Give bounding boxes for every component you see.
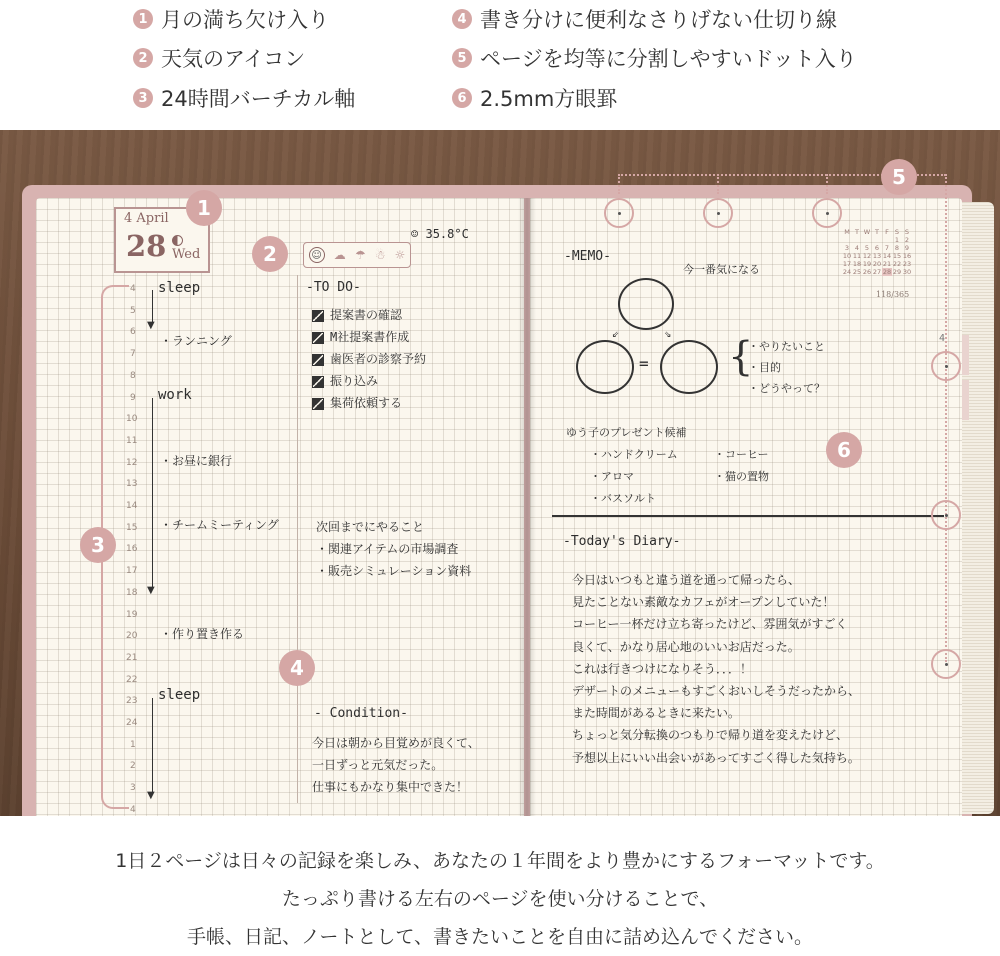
caption-line: たっぷり書ける左右のページを使い分けることで、 xyxy=(281,888,719,910)
hour-label: 19 xyxy=(126,609,138,620)
sunny-icon: ☼ xyxy=(394,248,406,262)
badge-1: 1 xyxy=(186,190,222,226)
dot-marker-ring xyxy=(931,500,961,530)
hour-label: 15 xyxy=(126,522,138,533)
snow-icon: ☃ xyxy=(374,248,386,262)
hour-label: 2 xyxy=(130,761,136,772)
page-gutter xyxy=(518,198,536,816)
legend-item-4 xyxy=(452,4,837,34)
hour-label: 23 xyxy=(126,696,138,707)
todo-text: 振り込み xyxy=(330,374,379,388)
memo-favorite: 今一番気になる xyxy=(683,263,760,276)
calendar-day: 25 xyxy=(852,268,862,276)
legend-text: 24時間バーチカル軸 xyxy=(161,87,356,111)
diary-line: 良くて、かなり居心地のいいお店だった。 xyxy=(572,639,800,654)
todo-item xyxy=(312,350,426,367)
legend-text: 書き分けに便利なさりげない仕切り線 xyxy=(480,8,837,32)
legend-text: ページを均等に分割しやすいドット入り xyxy=(480,47,857,71)
calendar-day: 1 xyxy=(894,236,900,244)
caption xyxy=(0,842,1000,956)
calendar-day xyxy=(872,236,882,244)
todo-item xyxy=(312,394,402,411)
arrow-down-icon: ▼ xyxy=(147,585,155,596)
schedule-cooking: ・作り置き作る xyxy=(160,627,245,641)
page-tab-label: 4 xyxy=(939,333,946,344)
legend-item-1 xyxy=(133,4,329,34)
diary-line: また時間があるときに来たい。 xyxy=(572,706,741,721)
divider-line xyxy=(297,275,298,803)
present-item: ・猫の置物 xyxy=(714,470,769,483)
calendar-day: 9 xyxy=(904,244,910,252)
calendar-weekday: S xyxy=(904,228,910,236)
diary-line: コーヒー一杯だけ立ち寄ったけど、雰囲気がすごく xyxy=(572,617,848,632)
hour-label: 3 xyxy=(130,783,136,794)
legend-number: 4 xyxy=(452,9,472,29)
condition-line: 一日ずっと元気だった。 xyxy=(312,758,444,772)
arrow-icon: ⇙ xyxy=(612,326,620,340)
calendar-day: 15 xyxy=(892,252,902,260)
hour-label: 11 xyxy=(126,435,138,446)
hour-label: 17 xyxy=(126,566,138,577)
next-time-title: 次回までにやること xyxy=(316,520,425,534)
hour-label: 12 xyxy=(126,457,138,468)
calendar-day: 11 xyxy=(852,252,862,260)
hour-label: 4 xyxy=(130,284,136,294)
hour-label: 21 xyxy=(126,652,138,663)
hour-label: 6 xyxy=(130,327,136,338)
todo-title: -TO DO- xyxy=(306,280,361,295)
sun-icon: ☺ xyxy=(309,247,325,263)
calendar-day: 22 xyxy=(892,260,902,268)
hour-label: 24 xyxy=(126,718,138,728)
calendar-day: 10 xyxy=(842,252,852,260)
schedule-meeting: ・チームミーティング xyxy=(160,518,279,532)
dot-marker-ring xyxy=(812,198,842,228)
hour-label: 13 xyxy=(126,479,138,490)
hour-label: 10 xyxy=(126,414,138,425)
calendar-day: 2 xyxy=(904,236,910,244)
dotted-guide xyxy=(826,174,828,194)
calendar-day xyxy=(842,236,852,244)
legend-item-2 xyxy=(133,43,305,73)
memo-list-item: ・どうやって？ xyxy=(748,382,825,395)
badge-5: 5 xyxy=(881,159,917,195)
calendar-day: 29 xyxy=(892,268,902,276)
calendar-day: 24 xyxy=(842,268,852,276)
legend-text: 2.5mm方眼罫 xyxy=(480,87,618,111)
dot-marker-ring xyxy=(931,649,961,679)
arrow-line xyxy=(152,290,153,324)
day-number: 28 xyxy=(126,229,167,263)
arrow-icon: ⇘ xyxy=(664,326,672,340)
condition-line: 今日は朝から目覚めが良くて、 xyxy=(312,736,480,750)
calendar-day: 26 xyxy=(862,268,872,276)
calendar-day xyxy=(862,236,872,244)
month-name: April xyxy=(136,211,169,226)
mini-calendar xyxy=(842,228,912,276)
badge-2: 2 xyxy=(252,236,288,272)
todo-text: M社提案書作成 xyxy=(330,330,410,344)
memo-circle xyxy=(576,340,634,394)
hour-label: 1 xyxy=(130,739,136,750)
dotted-guide xyxy=(945,174,947,662)
checkbox-icon xyxy=(312,376,324,388)
calendar-day: 23 xyxy=(902,260,912,268)
schedule-sleep: sleep xyxy=(158,280,201,296)
hour-label: 14 xyxy=(126,501,138,511)
calendar-weekday: T xyxy=(855,228,859,236)
calendar-day xyxy=(852,236,862,244)
calendar-day: 16 xyxy=(902,252,912,260)
calendar-day: 5 xyxy=(864,244,870,252)
weather-icons xyxy=(303,242,411,268)
temperature-note xyxy=(411,227,469,241)
temperature-value: 35.8°C xyxy=(425,227,469,241)
diary-line: ちょっと気分転換のつもりで帰り道を変えたけど、 xyxy=(572,728,849,743)
schedule-bank: ・お昼に銀行 xyxy=(160,454,233,468)
present-title: ゆう子のプレゼント候補 xyxy=(566,426,687,439)
todo-text: 集荷依頼する xyxy=(330,396,403,410)
legend-item-3 xyxy=(133,83,355,113)
diary-line: これは行きつけになりそう．．．！ xyxy=(572,661,753,676)
dotted-guide xyxy=(618,174,620,194)
calendar-weekday: S xyxy=(894,228,900,236)
present-item: ・アロマ xyxy=(590,470,634,483)
legend-number: 2 xyxy=(133,48,153,68)
legend-number: 1 xyxy=(133,9,153,29)
present-item: ・ハンドクリーム xyxy=(590,448,678,461)
caption-line: 手帳、日記、ノートとして、書きたいことを自由に詰め込んでください。 xyxy=(186,926,814,948)
month-number: 4 xyxy=(124,211,133,226)
legend-number: 5 xyxy=(452,48,472,68)
arrow-line xyxy=(152,398,153,590)
present-item: ・バスソルト xyxy=(590,492,656,505)
legend-number: 6 xyxy=(452,88,472,108)
hour-label: 4 xyxy=(130,804,136,815)
calendar-day: 18 xyxy=(852,260,862,268)
calendar-day: 14 xyxy=(882,252,892,260)
memo-list-item: ・やりたいこと xyxy=(748,340,825,353)
diary-line: デザートのメニューもすごくおいしそうだったから、 xyxy=(572,684,861,698)
checkbox-icon xyxy=(312,354,324,366)
checkbox-icon xyxy=(312,332,324,344)
calendar-day: 21 xyxy=(882,260,892,268)
dot-marker-ring xyxy=(931,351,961,381)
arrow-down-icon: ▼ xyxy=(147,790,155,801)
condition-line: 仕事にもかなり集中できた！ xyxy=(312,780,469,794)
todo-text: 歯医者の診察予約 xyxy=(330,352,427,366)
schedule-work: work xyxy=(158,387,192,403)
schedule-running: ・ランニング xyxy=(160,334,232,348)
diary-title: -Today's Diary- xyxy=(563,534,681,549)
schedule-sleep: sleep xyxy=(158,687,201,703)
legend-item-5 xyxy=(452,43,857,73)
weekday: Wed xyxy=(172,247,201,262)
checkbox-icon xyxy=(312,310,324,322)
page-edges xyxy=(958,202,994,814)
calendar-day: 7 xyxy=(884,244,890,252)
hour-label: 18 xyxy=(126,587,138,598)
arrow-line xyxy=(152,698,153,794)
caption-line: 1日２ページは日々の記録を楽しみ、あなたの１年間をより豊かにするフォーマットです。 xyxy=(115,850,885,872)
legend-text: 月の満ち欠け入り xyxy=(161,8,329,32)
next-time-item: ・関連アイテムの市場調査 xyxy=(316,542,459,556)
calendar-day: 4 xyxy=(854,244,860,252)
notebook-photo xyxy=(0,130,1000,816)
present-item: ・コーヒー xyxy=(714,448,769,461)
calendar-weekday: M xyxy=(844,228,850,236)
badge-3: 3 xyxy=(80,527,116,563)
calendar-weekday: W xyxy=(863,228,871,236)
badge-6: 6 xyxy=(826,432,862,468)
legend-text: 天気のアイコン xyxy=(161,47,306,71)
arrow-down-icon: ▼ xyxy=(147,320,155,331)
umbrella-icon: ☂ xyxy=(354,248,366,262)
todo-item xyxy=(312,306,402,323)
calendar-weekdays xyxy=(842,228,912,236)
dot-marker-ring xyxy=(604,198,634,228)
hour-label: 5 xyxy=(130,305,136,316)
moon-phase-icon xyxy=(172,235,183,246)
memo-circle xyxy=(618,278,674,330)
calendar-days xyxy=(842,236,912,276)
calendar-day: 12 xyxy=(862,252,872,260)
month-label xyxy=(124,211,169,226)
memo-list-item: ・目的 xyxy=(748,361,781,374)
hour-label: 22 xyxy=(126,674,138,685)
smile-icon: ☺ xyxy=(411,227,419,241)
section-divider xyxy=(552,515,944,517)
diary-line: 今日はいつもと違う道を通って帰ったら、 xyxy=(572,573,801,587)
calendar-day xyxy=(882,236,892,244)
calendar-day: 3 xyxy=(844,244,850,252)
calendar-day: 19 xyxy=(862,260,872,268)
legend-item-6 xyxy=(452,83,617,113)
calendar-day: 8 xyxy=(894,244,900,252)
calendar-day: 30 xyxy=(902,268,912,276)
feature-legend xyxy=(0,0,1000,130)
calendar-weekday: F xyxy=(885,228,889,236)
page-count: 118/365 xyxy=(876,290,910,299)
dot-marker-ring xyxy=(703,198,733,228)
hour-label: 9 xyxy=(130,392,136,403)
diary-line: 予想以上にいい出会いがあってすごく得した気持ち。 xyxy=(572,750,860,765)
legend-number: 3 xyxy=(133,88,153,108)
cloud-icon: ☁ xyxy=(333,248,346,262)
memo-circle xyxy=(660,340,718,394)
calendar-weekday: T xyxy=(875,228,879,236)
next-time-item: ・販売シミュレーション資料 xyxy=(316,564,472,578)
diary-line: 見たことない素敵なカフェがオープンしていた！ xyxy=(572,595,835,610)
todo-item xyxy=(312,328,409,345)
condition-title: - Condition- xyxy=(314,706,408,721)
brace-icon: { xyxy=(728,334,754,380)
hour-label: 20 xyxy=(126,631,138,642)
todo-text: 提案書の確認 xyxy=(330,308,403,322)
hour-label: 7 xyxy=(130,349,136,360)
dotted-guide xyxy=(717,174,719,194)
calendar-day: 20 xyxy=(872,260,882,268)
equals-sign: = xyxy=(639,354,649,373)
memo-title: -MEMO- xyxy=(564,249,611,264)
badge-4: 4 xyxy=(279,650,315,686)
calendar-day: 13 xyxy=(872,252,882,260)
todo-item xyxy=(312,372,378,389)
hour-label: 8 xyxy=(130,370,136,381)
hour-label: 16 xyxy=(126,544,138,555)
calendar-day: 28 xyxy=(882,268,892,276)
calendar-day: 6 xyxy=(874,244,880,252)
calendar-day: 27 xyxy=(872,268,882,276)
calendar-day: 17 xyxy=(842,260,852,268)
checkbox-icon xyxy=(312,398,324,410)
